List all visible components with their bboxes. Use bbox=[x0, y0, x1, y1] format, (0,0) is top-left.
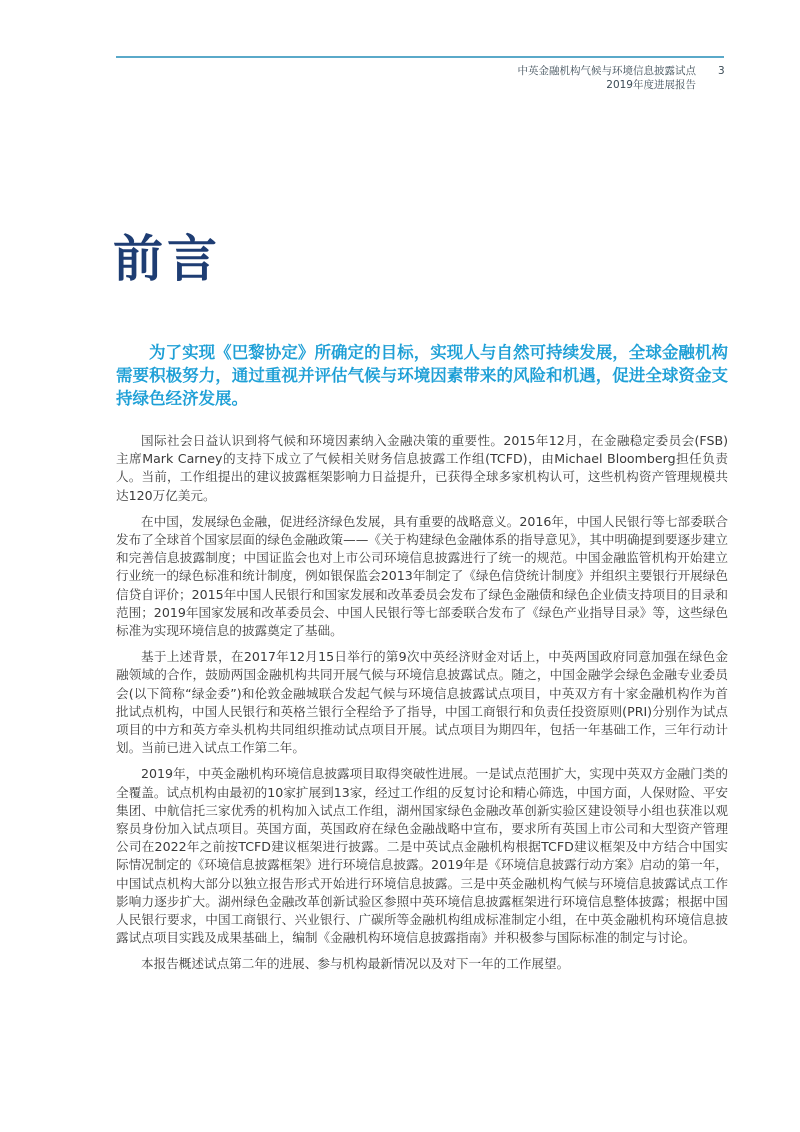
page-title: 前言 bbox=[113, 230, 221, 288]
lead-paragraph: 为了实现《巴黎协定》所确定的目标，实现人与自然可持续发展，全球金融机构需要积极努力，通过重视并评估气候与环境因素带来的风险和机遇，促进全球资金支持绿色经济发展。 bbox=[116, 343, 728, 408]
report-subtitle: 2019年度进展报告 bbox=[606, 79, 696, 91]
body-text bbox=[116, 432, 728, 982]
report-title: 中英金融机构气候与环境信息披露试点 bbox=[517, 65, 696, 77]
running-header bbox=[518, 64, 697, 92]
paragraph: 基于上述背景，在2017年12月15日举行的第9次中英经济财金对话上，中英两国政府同意加强在绿色金融领域的合作，鼓励两国金融机构共同开展气候与环境信息披露试点。随之，中国金融学会绿色金融专业委员会(以下简称“绿金委”)和伦敦金融城联合发起气候与环境信息披露试点项目，中英双方有十家金融机构作为首批试点机构，中国人民银行和英格兰银行全程给予了指导，中国工商银行和负责任投资原则(PRI)分别作为试点项目的中方和英方牵头机构共同组织推动试点项目开展。试点项目为期四年，包括一年基础工作，三年行动计划。当前已进入试点工作第二年。 bbox=[116, 649, 728, 756]
header-rule bbox=[116, 56, 724, 58]
paragraph: 本报告概述试点第二年的进展、参与机构最新情况以及对下一年的工作展望。 bbox=[141, 956, 570, 972]
page-number: 3 bbox=[718, 65, 725, 77]
paragraph: 2019年，中英金融机构环境信息披露项目取得突破性进展。一是试点范围扩大，实现中英双方金融门类的全覆盖。试点机构由最初的10家扩展到13家，经过工作组的反复讨论和精心筛选，中国方面，人保财险、平安集团、中航信托三家优秀的机构加入试点工作组，湖州国家绿色金融改革创新实验区建设领导小组也获准以观察员身份加入试点项目。英国方面，英国政府在绿色金融战略中宣布，要求所有英国上市公司和大型资产管理公司在2022年之前按TCFD建议框架进行披露。二是中英试点金融机构根据TCFD建议框架及中方结合中国实际情况制定的《环境信息披露框架》进行环境信息披露。2019年是《环境信息披露行动方案》启动的第一年，中国试点机构大部分以独立报告形式开始进行环境信息披露。三是中英金融机构气候与环境信息披露试点工作影响力逐步扩大。湖州绿色金融改革创新试验区参照中英环境信息披露框架进行环境信息整体披露；根据中国人民银行要求，中国工商银行、兴业银行、广碳所等金融机构组成标准制定小组，在中英金融机构环境信息披露试点项目实践及成果基础上，编制《金融机构环境信息披露指南》并积极参与国际标准的制定与讨论。 bbox=[116, 766, 728, 946]
paragraph: 在中国，发展绿色金融，促进经济绿色发展，具有重要的战略意义。2016年，中国人民银行等七部委联合发布了全球首个国家层面的绿色金融政策——《关于构建绿色金融体系的指导意见》，其中明确提到要逐步建立和完善信息披露制度；中国证监会也对上市公司环境信息披露进行了统一的规范。中国金融监管机构开始建立行业统一的绿色标准和统计制度，例如银保监会2013年制定了《绿色信贷统计制度》并组织主要银行开展绿色信贷自评价；2015年中国人民银行和国家发展和改革委员会发布了绿色金融债和绿色企业债支持项目的目录和范围；2019年国家发展和改革委员会、中国人民银行等七部委联合发布了《绿色产业指导目录》等，这些绿色标准为实现环境信息的披露奠定了基础。 bbox=[116, 513, 728, 639]
paragraph: 国际社会日益认识到将气候和环境因素纳入金融决策的重要性。2015年12月，在金融稳定委员会(FSB) 主席Mark Carney的支持下成立了气候相关财务信息披露工作组(TCFD)，由Michael Bloomberg担任负责人。当前，工作组提出的建议披露框架影响力日益提升，已获得全球多家机构认可，这些机构资产管理规模共达120万亿美元。 bbox=[116, 433, 728, 503]
